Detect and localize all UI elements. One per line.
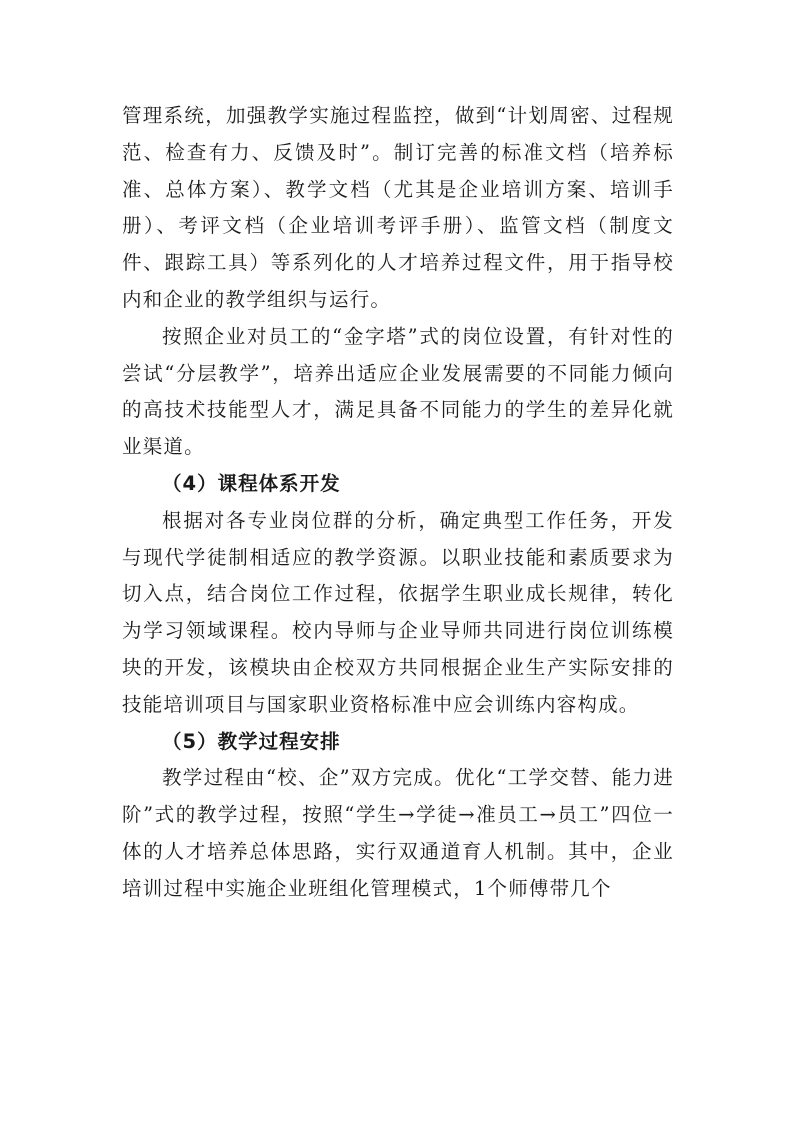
section-heading-teaching-process: （5）教学过程安排 (162, 729, 341, 753)
section-heading-curriculum-development: （4）课程体系开发 (162, 471, 341, 495)
paragraph-teaching-process: 教学过程由“校、企”双方完成。优化“工学交替、能力进阶”式的教学过程，按照“学生→学徒→准员工→员工”四位一体的人才培养总体思路，实行双通道育人机制。其中，企业培训过程中实施企业班组化管理模式，1个师傅带几个 (122, 766, 674, 900)
paragraph-tiered-teaching: 按照企业对员工的“金字塔”式的岗位设置，有针对性的尝试“分层教学”，培养出适应企业发展需要的不同能力倾向的高技术技能型人才，满足具备不同能力的学生的差异化就业渠道。 (122, 324, 674, 459)
paragraph-management-system: 管理系统，加强教学实施过程监控，做到“计划周密、过程规范、检查有力、反馈及时”。制订完善的标准文档（培养标准、总体方案）、教学文档（尤其是企业培训方案、培训手册）、考评文档（企业培训考评手册）、监管文档（制度文件、跟踪工具）等系列化的人才培养过程文件，用于指导校内和企业的教学组织与运行。 (122, 104, 674, 311)
document-body (122, 98, 674, 908)
paragraph-curriculum-development: 根据对各专业岗位群的分析，确定典型工作任务，开发与现代学徒制相适应的教学资源。以职业技能和素质要求为切入点，结合岗位工作过程，依据学生职业成长规律，转化为学习领域课程。校内导师与企业导师共同进行岗位训练模块的开发，该模块由企校双方共同根据企业生产实际安排的技能培训项目与国家职业资格标准中应会训练内容构成。 (122, 508, 674, 716)
